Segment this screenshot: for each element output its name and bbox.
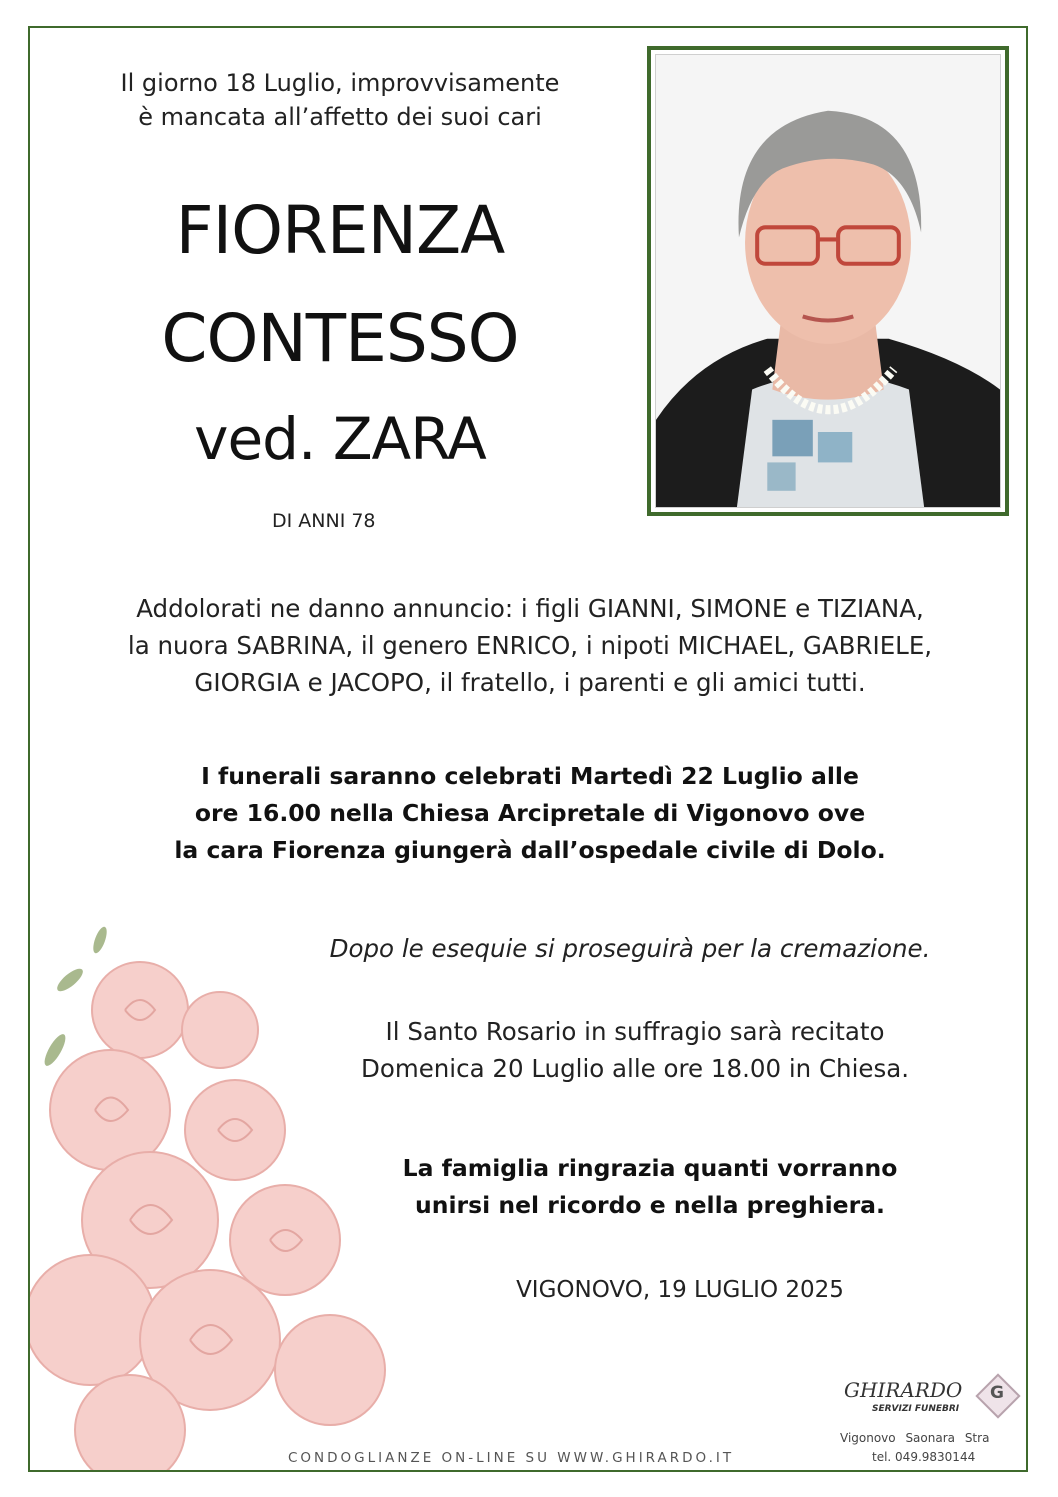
mourners-line: la nuora SABRINA, il genero ENRICO, i nipoti MICHAEL, GABRIELE, [127, 631, 933, 660]
rosary-paragraph [310, 1013, 960, 1087]
thanks-paragraph [340, 1150, 960, 1224]
rosary-line: Il Santo Rosario in suffragio sarà recitato [385, 1017, 885, 1046]
logo-subtitle: SERVIZI FUNEBRI [872, 1404, 960, 1414]
funeral-home-logo [832, 1378, 1028, 1470]
cremation-text: Dopo le esequie si proseguirà per la cremazione. [329, 934, 931, 963]
mourners-line: GIORGIA e JACOPO, il fratello, i parenti e gli amici tutti. [194, 668, 866, 697]
portrait-image [656, 55, 1000, 507]
mourners-line: Addolorati ne danno annuncio: i figli GIANNI, SIMONE e TIZIANA, [136, 594, 924, 623]
age-text: DI ANNI 78 [272, 510, 376, 532]
footer-condolences: CONDOGLIANZE ON-LINE SU WWW.GHIRARDO.IT [288, 1450, 735, 1466]
widow-of-name: ved. ZARA [194, 405, 486, 473]
logo-name: GHIRARDO [844, 1378, 963, 1402]
portrait-frame [647, 46, 1009, 516]
logo-phone: tel. 049.9830144 [872, 1450, 976, 1464]
roses-decoration [30, 920, 390, 1470]
logo-letter: G [990, 1383, 1004, 1403]
intro-line: è mancata all’affetto dei suoi cari [138, 103, 542, 131]
thanks-line: unirsi nel ricordo e nella preghiera. [415, 1191, 885, 1219]
place-date: VIGONOVO, 19 LUGLIO 2025 [516, 1277, 844, 1303]
funeral-line: ore 16.00 nella Chiesa Arcipretale di Vigonovo ove [194, 799, 866, 827]
funeral-line: la cara Fiorenza giungerà dall’ospedale civile di Dolo. [174, 836, 886, 864]
mourners-paragraph [70, 590, 990, 701]
funeral-paragraph [70, 758, 990, 869]
logo-towns: Vigonovo Saonara Stra [840, 1431, 990, 1445]
intro-text [60, 66, 620, 134]
funeral-line: I funerali saranno celebrati Martedì 22 Luglio alle [201, 762, 859, 790]
thanks-line: La famiglia ringrazia quanti vorranno [402, 1154, 898, 1182]
deceased-first-name: FIORENZA [175, 192, 505, 269]
deceased-last-name: CONTESSO [161, 300, 519, 377]
intro-line: Il giorno 18 Luglio, improvvisamente [120, 69, 560, 97]
portrait-photo [655, 54, 1001, 508]
rosary-line: Domenica 20 Luglio alle ore 18.00 in Chiesa. [360, 1054, 910, 1083]
